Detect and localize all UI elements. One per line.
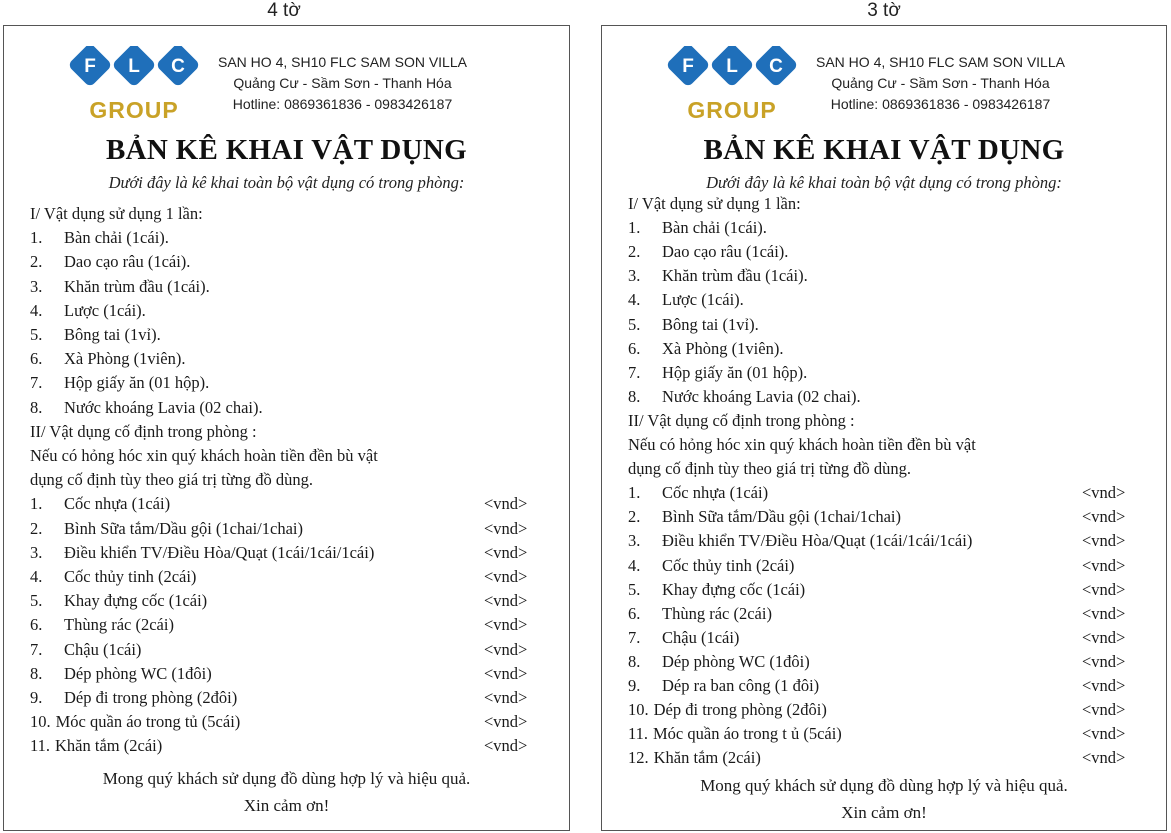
section2-note: dụng cố định tùy theo giá trị từng đồ dùng.	[30, 470, 313, 490]
svg-text:C: C	[171, 56, 185, 77]
item-text: Dép phòng WC (1đôi)	[64, 663, 212, 683]
price-placeholder: <vnd>	[484, 542, 528, 562]
item-text: Khay đựng cốc (1cái)	[662, 579, 806, 599]
price-placeholder: <vnd>	[1082, 483, 1126, 503]
item-text: Bông tai (1vỉ).	[662, 314, 759, 334]
fixed-item	[628, 604, 772, 624]
consumable-item	[628, 339, 783, 359]
item-number: 4.	[628, 290, 641, 310]
fixed-item	[30, 712, 240, 732]
item-text: Cốc thủy tinh (2cái)	[64, 567, 197, 586]
item-number: 5.	[628, 579, 641, 599]
item-text: Khăn tắm (2cái)	[55, 736, 163, 756]
item-number: 2.	[30, 252, 43, 272]
fixed-item	[30, 494, 170, 514]
consumable-item	[628, 266, 808, 286]
item-text: Khăn trùm đầu (1cái).	[662, 266, 808, 286]
closing-message: Mong quý khách sử dụng đồ dùng hợp lý và hiệu quả.	[102, 769, 471, 788]
price-placeholder: <vnd>	[484, 688, 528, 707]
fixed-item	[628, 700, 827, 720]
item-text: Móc quần áo trong tủ (5cái)	[55, 712, 241, 732]
item-number: 12.	[628, 748, 649, 768]
logo-letter-c-icon	[753, 46, 798, 88]
document-title: BẢN KÊ KHAI VẬT DỤNG	[703, 134, 1065, 166]
consumable-item	[30, 277, 210, 297]
item-number: 7.	[30, 373, 43, 393]
section1-heading: I/ Vật dụng sử dụng 1 lần:	[628, 194, 801, 213]
fixed-item	[628, 531, 972, 551]
logo-letter-f-icon	[67, 46, 112, 88]
item-number: 2.	[628, 507, 641, 527]
sheet-label-four: 4 tờ	[267, 0, 301, 21]
item-text: Cốc thủy tinh (2cái)	[662, 555, 795, 575]
fixed-item	[628, 507, 901, 527]
fixed-item	[628, 556, 794, 576]
price-placeholder: <vnd>	[1082, 507, 1126, 527]
item-text: Dép đi trong phòng (2đôi)	[64, 688, 238, 707]
item-number: 1.	[30, 228, 43, 248]
price-placeholder: <vnd>	[1082, 555, 1126, 575]
fixed-item	[628, 628, 739, 648]
sheet-label-three: 3 tờ	[867, 0, 901, 21]
fixed-item	[30, 664, 212, 684]
item-text: Bình Sữa tắm/Dầu gội (1chai/1chai)	[64, 518, 303, 538]
flc-logo-icon	[64, 46, 204, 126]
item-number: 3.	[30, 542, 43, 562]
logo-letter-c-icon	[155, 46, 200, 88]
item-text: Xà Phòng (1viên).	[662, 338, 784, 358]
consumable-item	[628, 363, 807, 383]
consumable-item	[30, 252, 190, 272]
price-placeholder: <vnd>	[484, 591, 528, 611]
item-number: 2.	[628, 242, 641, 262]
consumable-item	[628, 218, 767, 238]
thank-you-message: Xin cảm ơn!	[841, 803, 927, 822]
item-number: 3.	[30, 276, 43, 296]
item-text: Cốc nhựa (1cái)	[662, 483, 769, 503]
price-placeholder: <vnd>	[1082, 724, 1126, 744]
item-text: Điều khiển TV/Điều Hòa/Quạt (1cái/1cái/1cái)	[64, 542, 375, 562]
item-text: Nước khoáng Lavia (02 chai).	[662, 386, 861, 406]
price-placeholder: <vnd>	[1082, 676, 1126, 695]
fixed-item	[628, 652, 810, 672]
price-placeholder: <vnd>	[1082, 700, 1126, 720]
consumable-item	[30, 325, 161, 345]
svg-text:L: L	[726, 56, 738, 77]
fixed-item	[30, 567, 196, 587]
item-number: 10.	[628, 700, 649, 720]
price-placeholder: <vnd>	[1082, 531, 1126, 551]
address-line2: Quảng Cư - Sầm Sơn - Thanh Hóa	[233, 75, 452, 91]
item-number: 4.	[628, 555, 641, 575]
section2-note: dụng cố định tùy theo giá trị từng đồ dùng.	[628, 459, 911, 479]
price-placeholder: <vnd>	[484, 639, 528, 659]
item-text: Khăn trùm đầu (1cái).	[64, 276, 210, 296]
item-number: 7.	[30, 639, 43, 659]
item-text: Hộp giấy ăn (01 hộp).	[662, 362, 808, 382]
item-text: Dép đi trong phòng (2đôi)	[653, 700, 827, 720]
svg-text:C: C	[769, 56, 783, 77]
item-number: 4.	[30, 567, 43, 586]
item-number: 6.	[628, 338, 641, 358]
item-number: 4.	[30, 300, 43, 320]
item-number: 3.	[628, 266, 641, 286]
price-placeholder: <vnd>	[1082, 748, 1126, 768]
item-number: 1.	[628, 218, 641, 238]
item-text: Chậu (1cái)	[64, 639, 142, 659]
consumable-item	[30, 398, 263, 418]
fixed-item	[30, 591, 207, 611]
item-number: 2.	[30, 518, 43, 538]
item-number: 11.	[628, 724, 649, 744]
item-text: Thùng rác (2cái)	[64, 615, 174, 635]
item-text: Bàn chải (1cái).	[64, 228, 169, 248]
item-text: Dao cạo râu (1cái).	[662, 242, 789, 262]
address-block	[816, 52, 1065, 115]
address-line3: Hotline: 0869361836 - 0983426187	[830, 96, 1051, 112]
price-placeholder: <vnd>	[484, 736, 528, 756]
item-number: 7.	[628, 362, 641, 382]
item-text: Bàn chải (1cái).	[662, 218, 767, 238]
fixed-item	[628, 580, 805, 600]
address-line1: SAN HO 4, SH10 FLC SAM SON VILLA	[218, 54, 467, 70]
address-line2: Quảng Cư - Sầm Sơn - Thanh Hóa	[831, 75, 1050, 91]
item-number: 5.	[30, 591, 43, 611]
consumable-item	[30, 349, 185, 369]
consumable-item	[628, 290, 744, 310]
fixed-item	[30, 688, 237, 708]
fixed-item	[30, 736, 162, 756]
price-placeholder: <vnd>	[1082, 627, 1126, 647]
item-number: 6.	[628, 603, 641, 623]
item-number: 8.	[30, 397, 43, 417]
consumable-item	[628, 315, 759, 335]
item-number: 3.	[628, 531, 641, 551]
item-text: Hộp giấy ăn (01 hộp).	[64, 373, 210, 393]
item-number: 9.	[628, 676, 641, 695]
item-text: Khăn tắm (2cái)	[653, 748, 761, 768]
svg-text:F: F	[682, 56, 694, 77]
item-text: Điều khiển TV/Điều Hòa/Quạt (1cái/1cái/1cái)	[662, 531, 973, 551]
price-placeholder: <vnd>	[484, 518, 528, 538]
logo-group-text: GROUP	[687, 97, 777, 123]
section2-heading: II/ Vật dụng cố định trong phòng :	[628, 410, 855, 430]
thank-you-message: Xin cảm ơn!	[243, 796, 330, 815]
item-text: Lược (1cái).	[662, 290, 744, 310]
price-placeholder: <vnd>	[484, 663, 528, 683]
item-number: 6.	[30, 615, 43, 635]
fixed-item	[30, 519, 303, 539]
price-placeholder: <vnd>	[484, 615, 528, 635]
consumable-item	[30, 228, 169, 248]
item-text: Dao cạo râu (1cái).	[64, 252, 191, 272]
item-text: Bông tai (1vỉ).	[64, 325, 161, 344]
consumable-item	[628, 387, 861, 407]
item-number: 10.	[30, 712, 51, 732]
item-number: 5.	[628, 314, 641, 334]
item-number: 9.	[30, 688, 43, 707]
document-title: BẢN KÊ KHAI VẬT DỤNG	[105, 134, 468, 166]
item-number: 8.	[30, 663, 43, 683]
item-text: Xà Phòng (1viên).	[64, 349, 186, 369]
item-text: Chậu (1cái)	[662, 627, 740, 647]
logo-letter-l-icon	[709, 46, 754, 88]
item-number: 5.	[30, 325, 43, 344]
consumable-item	[628, 242, 788, 262]
inventory-card-three-sheets	[601, 25, 1167, 831]
section1-heading: I/ Vật dụng sử dụng 1 lần:	[30, 204, 203, 223]
price-placeholder: <vnd>	[1082, 651, 1126, 671]
logo-letter-f-icon	[665, 46, 710, 88]
item-number: 6.	[30, 349, 43, 369]
flc-group-logo	[662, 46, 802, 126]
consumable-item	[30, 301, 146, 321]
address-line3: Hotline: 0869361836 - 0983426187	[232, 96, 453, 112]
fixed-item	[628, 483, 768, 503]
item-text: Dép ra ban công (1 đôi)	[662, 676, 820, 695]
document-subtitle: Dưới đây là kê khai toàn bộ vật dụng có trong phòng:	[108, 173, 465, 192]
logo-group-text: GROUP	[89, 97, 179, 123]
item-text: Móc quần áo trong t ủ (5cái)	[653, 724, 842, 744]
item-number: 1.	[30, 494, 43, 514]
section2-note: Nếu có hỏng hóc xin quý khách hoàn tiền đền bù vật	[628, 435, 976, 454]
fixed-item	[30, 615, 174, 635]
closing-message: Mong quý khách sử dụng đồ dùng hợp lý và hiệu quả.	[700, 776, 1068, 795]
price-placeholder: <vnd>	[484, 712, 528, 732]
item-number: 7.	[628, 627, 641, 647]
logo-letter-l-icon	[111, 46, 156, 88]
document-subtitle: Dưới đây là kê khai toàn bộ vật dụng có trong phòng:	[706, 173, 1062, 192]
item-text: Dép phòng WC (1đôi)	[662, 651, 810, 671]
item-text: Lược (1cái).	[64, 300, 146, 320]
fixed-item	[30, 640, 141, 660]
svg-text:F: F	[84, 56, 96, 77]
address-line1: SAN HO 4, SH10 FLC SAM SON VILLA	[816, 54, 1065, 70]
flc-logo-icon	[662, 46, 802, 126]
price-placeholder: <vnd>	[484, 494, 528, 514]
fixed-item	[628, 676, 819, 696]
consumable-item	[30, 373, 209, 393]
price-placeholder: <vnd>	[1082, 603, 1126, 623]
price-placeholder: <vnd>	[484, 567, 528, 586]
fixed-item	[628, 724, 842, 744]
item-text: Nước khoáng Lavia (02 chai).	[64, 397, 263, 417]
item-number: 11.	[30, 736, 51, 756]
section2-note: Nếu có hỏng hóc xin quý khách hoàn tiền đền bù vật	[30, 446, 378, 465]
address-block	[218, 52, 467, 115]
inventory-card-four-sheets	[3, 25, 570, 831]
item-number: 8.	[628, 651, 641, 671]
item-text: Cốc nhựa (1cái)	[64, 494, 171, 514]
fixed-item	[628, 748, 761, 768]
item-number: 1.	[628, 483, 641, 503]
flc-group-logo	[64, 46, 204, 126]
item-text: Khay đựng cốc (1cái)	[64, 591, 208, 611]
price-placeholder: <vnd>	[1082, 579, 1126, 599]
item-number: 8.	[628, 386, 641, 406]
section2-heading: II/ Vật dụng cố định trong phòng :	[30, 421, 257, 441]
svg-text:L: L	[128, 56, 140, 77]
item-text: Thùng rác (2cái)	[662, 603, 772, 623]
fixed-item	[30, 543, 374, 563]
item-text: Bình Sữa tắm/Dầu gội (1chai/1chai)	[662, 507, 901, 527]
